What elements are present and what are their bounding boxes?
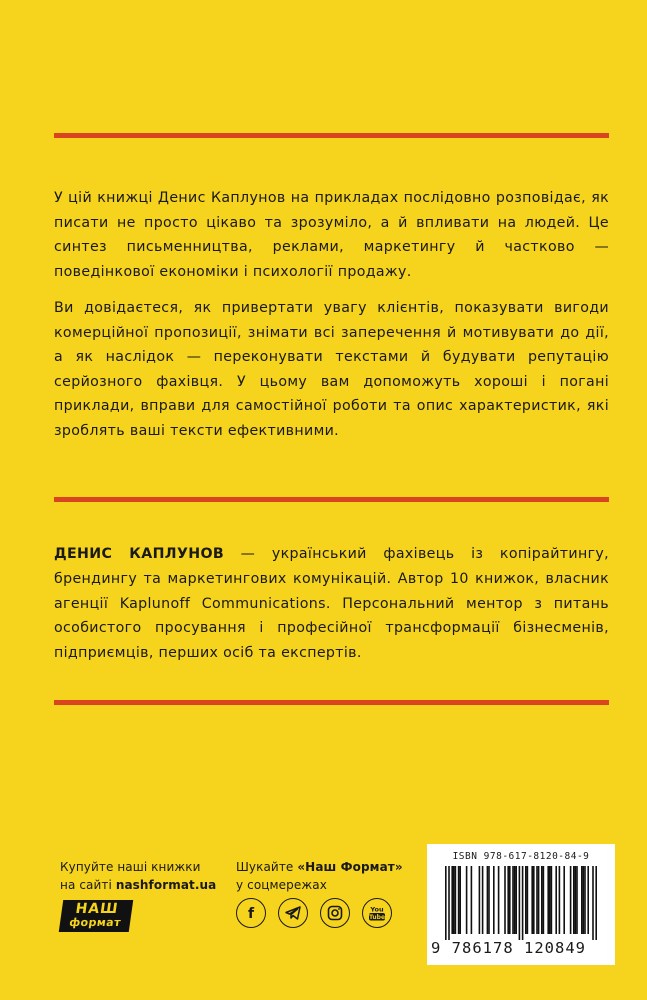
barcode-bar [555,866,557,934]
barcode-bar [482,866,484,934]
barcode-bar [538,866,540,934]
barcode-bar [514,866,516,934]
barcode-bar [487,866,489,934]
barcode-bar [522,866,524,940]
social-icons [236,898,392,928]
buy-prefix: на сайті [60,878,116,892]
barcode-bar [525,866,527,934]
barcode-bar [543,866,545,934]
publisher-brand: «Наш Формат» [297,860,403,874]
barcode-bar [592,866,594,940]
description-paragraph-1: У цій книжці Денис Каплунов на прикладах послідовно розповідає, як писати не просто цікаво та зрозуміло, а й впливати на людей. Це синтез письменництва, реклами, маркетингу й частково — поведінкової економіки і психології продажу. [54,190,609,280]
bottom-divider [54,700,609,705]
isbn-number: ISBN 978-617-8120-84-9 [452,851,590,862]
buy-line-2 [60,876,216,894]
barcode-image [441,866,601,940]
barcode-bar [533,866,535,934]
logo-line-1: НАШ [74,901,120,917]
social-info [236,858,403,894]
barcode-bar [453,866,455,934]
barcode-bar [584,866,586,934]
telegram-icon[interactable] [278,898,308,928]
barcode-bar [536,866,538,934]
youtube-label-tube: Tube [368,914,386,921]
find-prefix: Шукайте [236,860,298,874]
barcode-bar [479,866,481,934]
barcode-bar [573,866,575,934]
top-divider [54,133,609,138]
book-description [54,186,609,443]
barcode-bar [459,866,461,934]
ean-digits: 9 786178 120849 [431,939,586,957]
barcode-bar [466,866,468,934]
barcode-bar [575,866,577,934]
barcode-bar [583,866,585,934]
barcode-bar [547,866,549,934]
buy-info [60,858,216,894]
barcode-bar [455,866,457,934]
barcode-bar [595,866,597,940]
barcode-bar [519,866,521,940]
barcode-bar [488,866,490,934]
barcode-bar [493,866,495,934]
author-bio [54,542,609,666]
barcode-bar [498,866,500,934]
barcode-bar [551,866,553,934]
find-line-1 [236,858,403,876]
instagram-icon[interactable] [320,898,350,928]
barcode-bar [451,866,453,934]
barcode-bar [507,866,509,934]
publisher-logo [59,900,133,932]
publisher-site-link[interactable]: nashformat.ua [115,878,217,892]
barcode-bar [504,866,506,934]
barcode-bar [512,866,514,934]
author-name: ДЕНИС КАПЛУНОВ [54,546,225,562]
barcode-bar [471,866,473,934]
barcode-bar [549,866,551,934]
description-paragraph-2: Ви довідаєтеся, як привертати увагу клієнтів, показувати вигоди комерційної пропозиції, знімати всі заперечення й мотивувати до дії, а як наслідок — переконувати текстами й будувати репутацію серйозного фахівця. У цьому вам допоможуть хороші і погані приклади, вправи для самостійної роботи та опис характеристик, які зроблять ваші тексти ефективними. [54,300,609,439]
author-section [54,542,609,666]
buy-line-1: Купуйте наші книжки [60,860,201,874]
barcode-bar [563,866,565,934]
youtube-icon[interactable] [362,898,392,928]
barcode-bar [587,866,589,934]
barcode-bar [541,866,543,934]
find-line-2: у соцмережах [236,878,327,892]
author-bio-text: — український фахівець із копірайтингу, брендингу та маркетингових комунікацій. Автор 10 книжок, власник агенції Kaplunoff Communications. Персональний ментор з питань особистого просування і професійної трансформації бізнесменів, підприємців, перших осіб та експертів. [54,546,609,662]
logo-line-2: формат [68,916,122,929]
barcode-bar [448,866,450,940]
isbn-barcode-box [427,844,615,965]
svg-text:f: f [247,906,255,921]
barcode-bar [515,866,517,934]
barcode-bar [559,866,561,934]
facebook-icon[interactable] [236,898,266,928]
barcode-bar [445,866,447,940]
barcode-bar [570,866,572,934]
barcode-bar [581,866,583,934]
barcode-bar [531,866,533,934]
barcode-bar [576,866,578,934]
barcode-bar [458,866,460,934]
barcode-bar [509,866,511,934]
youtube-label-you: You [370,905,384,914]
middle-divider [54,497,609,502]
barcode-bar [527,866,529,934]
